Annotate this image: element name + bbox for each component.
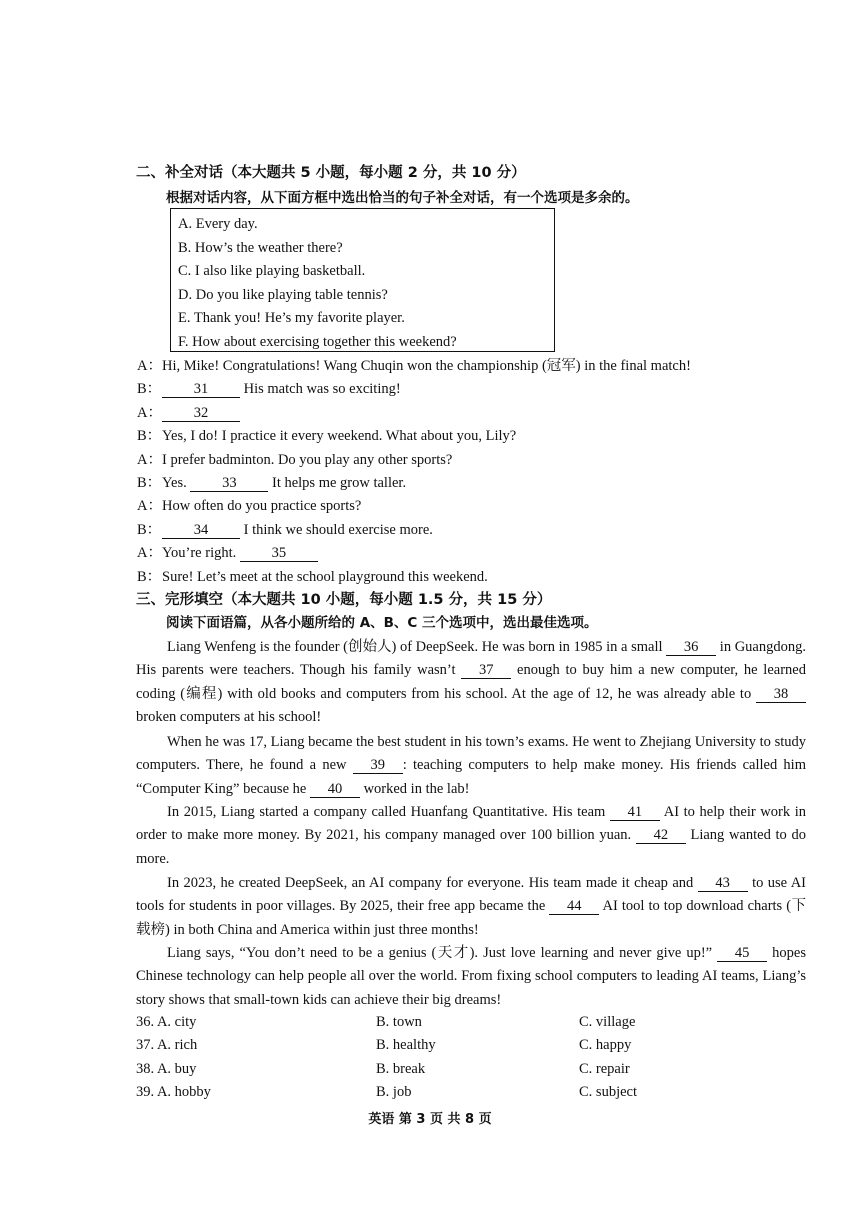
choice-a[interactable]: 36. A. city [136, 1014, 197, 1030]
passage-text: Liang wanted to do more. [136, 827, 806, 867]
dialogue-line [162, 404, 240, 422]
dialogue-text: Yes, I do! I practice it every weekend. What about you, Lily? [162, 428, 517, 445]
answer-blank[interactable]: 42 [636, 827, 686, 844]
answer-blank[interactable]: 33 [190, 475, 268, 492]
dialogue-text: Sure! Let’s meet at the school playground this weekend. [162, 568, 488, 585]
section3-title: 三、完形填空（本大题共 10 小题，每小题 1.5 分，共 15 分） [136, 592, 552, 608]
speaker-label: A： [137, 545, 162, 562]
passage-text: In 2015, Liang started a company called Huanfang Quantitative. His team [167, 804, 610, 820]
passage-paragraph [136, 636, 806, 730]
dialogue-line [162, 357, 691, 375]
answer-blank[interactable]: 38 [756, 686, 806, 703]
choice-c[interactable]: C. village [579, 1014, 636, 1030]
answer-blank[interactable]: 32 [162, 405, 240, 422]
speaker-label: A： [137, 404, 162, 421]
speaker-label: B： [137, 475, 162, 491]
passage-text: hopes Chinese technology can help people all over the world. From fixing school computers to leading AI teams, Liang’s story shows that small-town kids can achieve their big dreams! [136, 945, 806, 1008]
choice-c[interactable]: C. happy [579, 1037, 632, 1054]
passage-text: broken computers at his school! [136, 709, 322, 726]
passage-text: Liang says, “You don’t need to be a genius (天才). Just love learning and never give up!” [167, 945, 718, 961]
dialogue-text: You’re right. [162, 545, 240, 562]
choice-b[interactable]: B. break [376, 1060, 426, 1077]
dialogue-line [162, 427, 516, 445]
speaker-label: B： [137, 568, 162, 585]
passage-text: in Guangdong. His parents were teachers. Though his family wasn’t [136, 639, 806, 679]
dialogue-text: I think we should exercise more. [240, 521, 433, 538]
answer-blank[interactable]: 37 [461, 662, 511, 679]
dialogue-text: Hi, Mike! Congratulations! Wang Chuqin won the championship (冠军) in the final match! [162, 358, 691, 374]
option-item: B. How’s the weather there? [178, 239, 343, 256]
dialogue-line [162, 474, 406, 492]
answer-blank[interactable]: 39 [353, 757, 403, 774]
choice-a[interactable]: 38. A. buy [136, 1060, 197, 1077]
answer-blank[interactable]: 41 [610, 804, 660, 821]
answer-blank[interactable]: 43 [698, 875, 748, 892]
passage-text: worked in the lab! [359, 780, 470, 797]
answer-blank[interactable]: 36 [666, 639, 716, 656]
page-footer: 英语 第 3 页 共 8 页 [368, 1112, 492, 1127]
passage-paragraph [136, 942, 806, 1012]
speaker-label: B： [137, 521, 162, 538]
passage-text: to use AI tools for students in poor villages. By 2025, their free app became the [136, 875, 806, 915]
dialogue-text: How often do you practice sports? [162, 498, 362, 515]
dialogue-text: His match was so exciting! [240, 381, 401, 398]
choice-a[interactable]: 39. A. hobby [136, 1084, 211, 1101]
answer-blank[interactable]: 34 [162, 522, 240, 539]
dialogue-line [162, 451, 452, 469]
option-item: F. How about exercising together this weekend? [178, 334, 457, 350]
passage-text: AI tool to top download charts (下载榜) in both China and America within just three months! [136, 898, 806, 938]
choice-b[interactable]: B. healthy [376, 1037, 436, 1054]
speaker-label: A： [137, 451, 162, 468]
dialogue-line [162, 521, 433, 539]
dialogue-text: I prefer badminton. Do you play any other sports? [162, 451, 453, 468]
choice-b[interactable]: B. town [376, 1014, 422, 1030]
passage-text: In 2023, he created DeepSeek, an AI company for everyone. His team made it cheap and [167, 875, 698, 891]
dialogue-line [162, 380, 401, 398]
passage-text: When he was 17, Liang became the best student in his town’s exams. He went to Zhejiang University to study computers. There, he found a new [136, 734, 806, 774]
option-item: E. Thank you! He’s my favorite player. [178, 310, 405, 327]
passage-text: Liang Wenfeng is the founder (创始人) of DeepSeek. He was born in 1985 in a small [167, 639, 667, 655]
choice-b[interactable]: B. job [376, 1084, 412, 1101]
section2-title: 二、补全对话（本大题共 5 小题，每小题 2 分，共 10 分） [136, 165, 526, 181]
choice-a[interactable]: 37. A. rich [136, 1037, 198, 1054]
option-item: C. I also like playing basketball. [178, 263, 366, 280]
speaker-label: A： [137, 498, 162, 515]
choice-c[interactable]: C. repair [579, 1060, 630, 1077]
answer-blank[interactable]: 45 [717, 945, 767, 962]
dialogue-line [162, 544, 318, 562]
speaker-label: B： [137, 428, 162, 445]
answer-blank[interactable]: 44 [549, 898, 599, 915]
dialogue-text: Yes. [162, 475, 191, 491]
answer-blank[interactable]: 35 [240, 545, 318, 562]
passage-paragraph [136, 872, 806, 942]
speaker-label: A： [137, 358, 162, 374]
answer-blank[interactable]: 40 [310, 781, 360, 798]
passage-paragraph [136, 801, 806, 871]
dialogue-line [162, 497, 361, 515]
passage-text: : teaching computers to help make money. His friends called him “Computer King” because he [136, 757, 806, 797]
option-item: D. Do you like playing table tennis? [178, 286, 388, 303]
section3-instruction: 阅读下面语篇，从各小题所给的 A、B、C 三个选项中，选出最佳选项。 [166, 615, 598, 631]
section2-instruction: 根据对话内容，从下面方框中选出恰当的句子补全对话，有一个选项是多余的。 [166, 190, 639, 206]
passage-paragraph [136, 731, 806, 801]
option-item: A. Every day. [178, 216, 258, 232]
dialogue-text: It helps me grow taller. [268, 475, 407, 491]
speaker-label: B： [137, 381, 162, 398]
choice-c[interactable]: C. subject [579, 1084, 637, 1101]
answer-blank[interactable]: 31 [162, 381, 240, 398]
dialogue-line [162, 568, 488, 586]
passage-text: enough to buy him a new computer, he learned coding (编程) with old books and computers from his school. At the age of 12, he was already able to [136, 662, 806, 702]
passage-text: AI to help their work in order to make more money. By 2021, his company managed over 100 billion yuan. [136, 804, 806, 844]
